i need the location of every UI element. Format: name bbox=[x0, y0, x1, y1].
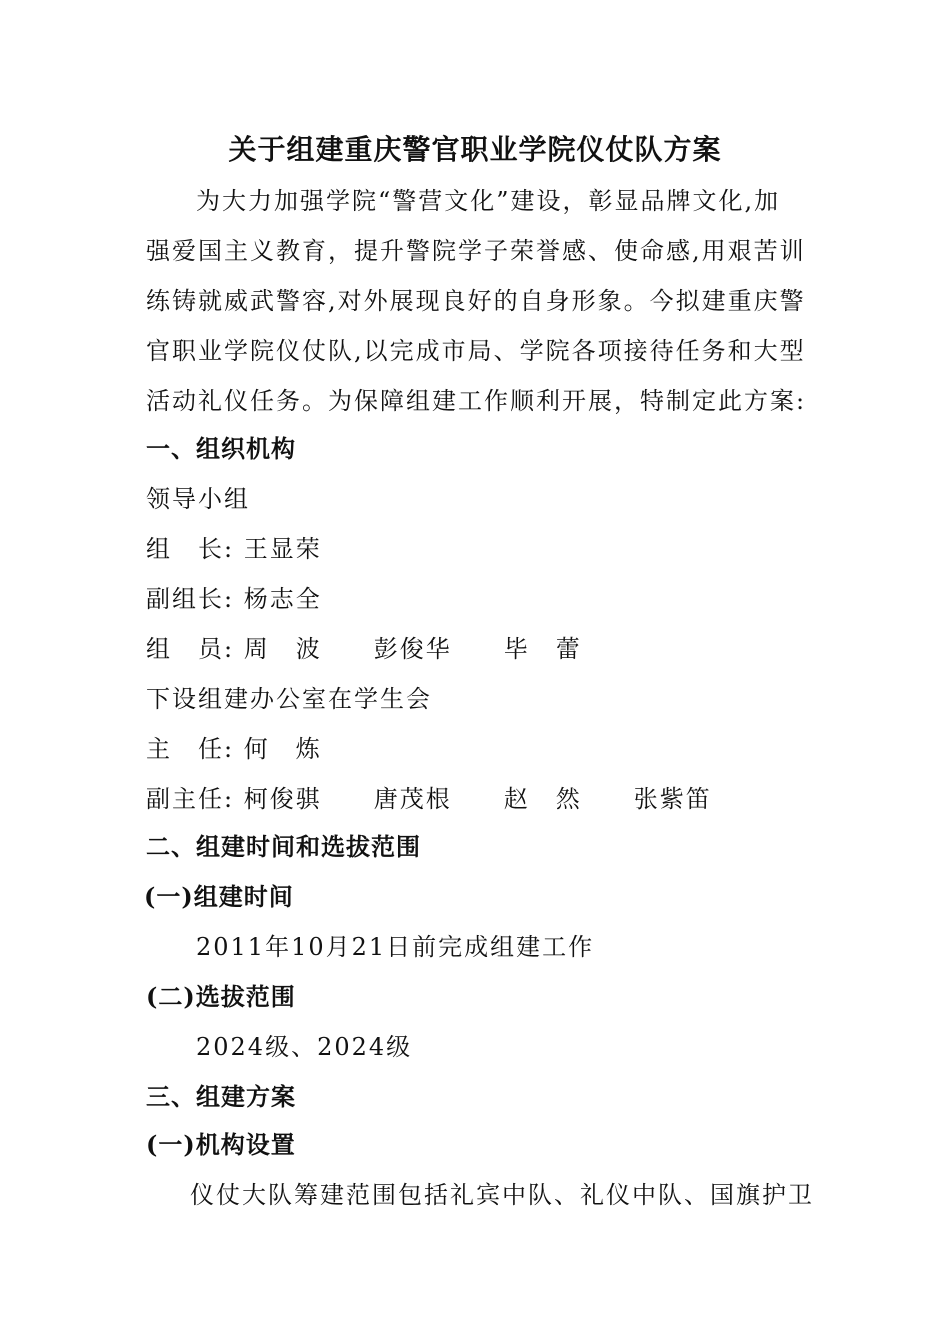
intro-line-2: 强爱国主义教育，提升警院学子荣誉感、使命感,用艰苦训 bbox=[146, 237, 806, 265]
leadership-group-label: 领导小组 bbox=[146, 485, 250, 513]
section-2-sub-1-text: 2011年10月21日前完成组建工作 bbox=[196, 933, 595, 961]
group-leader: 组 长: 王显荣 bbox=[146, 535, 322, 563]
group-members: 组 员: 周 波 彭俊华 毕 蕾 bbox=[146, 635, 582, 663]
intro-line-3: 练铸就威武警容,对外展现良好的自身形象。今拟建重庆警 bbox=[146, 287, 806, 315]
office-note: 下设组建办公室在学生会 bbox=[146, 685, 432, 713]
intro-line-1: 为大力加强学院“警营文化”建设，彰显品牌文化,加 bbox=[196, 187, 781, 215]
intro-line-4: 官职业学院仪仗队,以完成市局、学院各项接待任务和大型 bbox=[146, 337, 806, 365]
section-2-sub-1-heading: (一)组建时间 bbox=[144, 882, 294, 911]
section-2-sub-2-text: 2024级、2024级 bbox=[196, 1033, 413, 1061]
section-2-heading: 二、组建时间和选拔范围 bbox=[146, 832, 421, 861]
section-3-sub-1-text: 仪仗大队筹建范围包括礼宾中队、礼仪中队、国旗护卫 bbox=[190, 1181, 814, 1209]
deputy-group-leader: 副组长: 杨志全 bbox=[146, 585, 322, 613]
section-2-sub-2-heading: (二)选拔范围 bbox=[146, 982, 296, 1011]
deputy-directors: 副主任: 柯俊骐 唐茂根 赵 然 张紫笛 bbox=[146, 785, 712, 813]
intro-line-5: 活动礼仪任务。为保障组建工作顺利开展，特制定此方案: bbox=[146, 387, 807, 415]
section-3-heading: 三、组建方案 bbox=[146, 1082, 296, 1111]
document-title: 关于组建重庆警官职业学院仪仗队方案 bbox=[228, 133, 722, 166]
section-3-sub-1-heading: (一)机构设置 bbox=[146, 1130, 296, 1159]
office-director: 主 任: 何 炼 bbox=[146, 735, 322, 763]
section-1-heading: 一、组织机构 bbox=[146, 434, 296, 463]
